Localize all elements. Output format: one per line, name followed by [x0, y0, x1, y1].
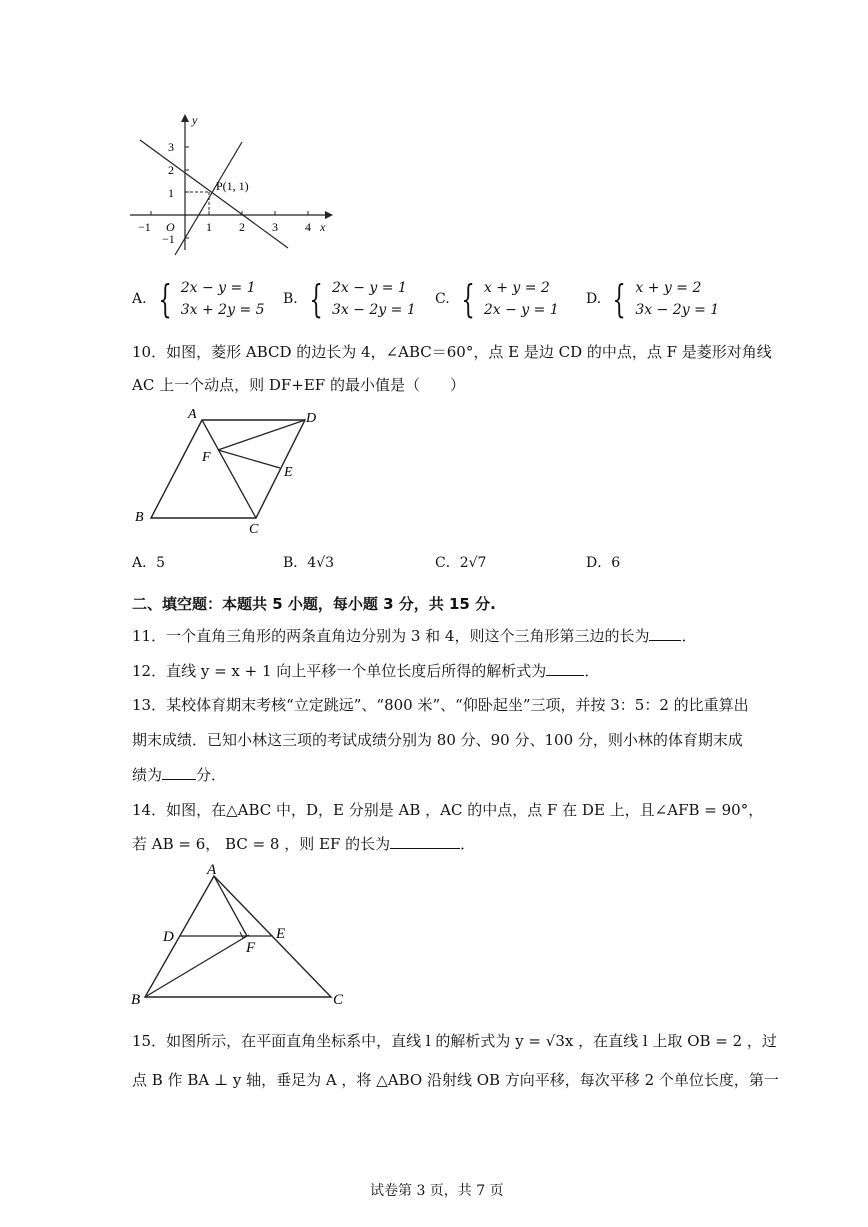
- q10-option-a[interactable]: [132, 552, 165, 572]
- y-axis-arrow: [181, 114, 189, 122]
- label-d: D: [306, 411, 317, 426]
- brace-icon: {: [612, 277, 626, 321]
- page-footer: 试卷第 3 页，共 7 页: [370, 1183, 504, 1199]
- label-f: F: [246, 940, 256, 956]
- q14-triangle-figure: [125, 858, 355, 1008]
- origin-label: O: [166, 220, 175, 234]
- label-b: B: [131, 992, 141, 1008]
- brace-icon: {: [158, 277, 172, 321]
- q14-answer-blank[interactable]: [390, 834, 460, 849]
- q13-line3: [132, 764, 226, 785]
- q13-line1: 13．某校体育期末考核“立定跳远”、“800 米”、“仰卧起坐”三项，并按 3：5：2 的比重算出: [132, 696, 749, 714]
- option-letter: D．: [586, 555, 612, 571]
- label-e: E: [276, 926, 286, 942]
- q9-option-d[interactable]: [586, 277, 719, 321]
- x-tick-label: 2: [239, 220, 245, 234]
- y-tick-label: −1: [162, 232, 175, 246]
- x-axis-label: x: [320, 220, 326, 234]
- equation: 3x − 2y = 1: [635, 302, 720, 318]
- q9-option-a[interactable]: [132, 277, 265, 321]
- label-a: A: [207, 862, 217, 878]
- q10-line1: 10．如图，菱形 ABCD 的边长为 4，∠ABC＝60°，点 E 是边 CD 的中点，点 F 是菱形对角线: [132, 343, 772, 361]
- q9-graph-svg: [120, 110, 350, 260]
- q14-line1: 14．如图，在△ABC 中，D，E 分别是 AB ，AC 的中点，点 F 在 DE 上，且∠AFB = 90°，: [132, 801, 764, 819]
- q14-line2: [132, 833, 475, 854]
- brace-icon: {: [309, 277, 323, 321]
- equation: 2x − y = 1: [331, 280, 407, 296]
- q9-option-b[interactable]: [283, 277, 416, 321]
- q10-option-c[interactable]: [435, 552, 486, 572]
- equation: 2x − y = 1: [180, 280, 256, 296]
- q12-answer-blank[interactable]: [546, 661, 584, 676]
- option-letter: C．: [435, 555, 460, 571]
- label-c: C: [249, 522, 259, 537]
- q14-text: 若 AB = 6， BC = 8 ，则 EF 的长为: [132, 835, 391, 853]
- y-tick-label: 1: [168, 186, 174, 200]
- q13-answer-blank[interactable]: [162, 765, 196, 780]
- y-tick-label: 2: [168, 163, 174, 177]
- q10-option-d[interactable]: [586, 552, 620, 572]
- x-tick-label: −1: [138, 220, 151, 234]
- label-d: D: [163, 929, 174, 945]
- q14-tail: ．: [460, 835, 476, 853]
- q13-text: 绩为: [132, 766, 163, 784]
- q9-coordinate-graph: [120, 110, 350, 260]
- q11-text: 11．一个直角三角形的两条直角边分别为 3 和 4，则这个三角形第三边的长为: [132, 627, 650, 645]
- option-letter: B.: [283, 291, 298, 307]
- equation: 3x − 2y = 1: [331, 302, 416, 318]
- option-letter: D.: [586, 291, 602, 307]
- equation: 3x + 2y = 5: [180, 302, 265, 318]
- label-a: A: [188, 407, 197, 422]
- option-value: 2√7: [459, 555, 487, 571]
- q13-line2: 期末成绩．已知小林这三项的考试成绩分别为 80 分、90 分、100 分，则小林的体育期末成: [132, 731, 743, 749]
- label-f: F: [202, 450, 211, 465]
- q10-figure-svg: [128, 400, 328, 540]
- option-letter: A．: [132, 555, 157, 571]
- section-heading: 二、填空题：本题共 5 小题，每小题 3 分，共 15 分.: [132, 595, 496, 613]
- q14-figure-svg: [125, 858, 355, 1008]
- brace-icon: {: [461, 277, 475, 321]
- q10-line2: AC 上一个动点，则 DF+EF 的最小值是（ ）: [132, 376, 465, 394]
- q13-tail: 分．: [196, 766, 227, 784]
- option-letter: B．: [283, 555, 308, 571]
- x-axis-arrow: [325, 211, 333, 219]
- option-value: 5: [156, 555, 166, 571]
- option-letter: A.: [132, 291, 147, 307]
- q12-text: 12．直线 y = x + 1 向上平移一个单位长度后所得的解析式为: [132, 662, 547, 680]
- diagonal-ac: [202, 420, 256, 518]
- right-angle-mark: [240, 932, 249, 938]
- q11-line: [132, 625, 697, 646]
- x-tick-label: 1: [206, 220, 212, 234]
- label-b: B: [135, 510, 144, 525]
- point-p-label: P(1, 1): [216, 179, 249, 193]
- q12-tail: ．: [584, 662, 600, 680]
- q15-line2: 点 B 作 BA ⊥ y 轴，垂足为 A ，将 △ABO 沿射线 OB 方向平移，每次平移 2 个单位长度，第一: [132, 1071, 779, 1089]
- equation: x + y = 2: [483, 280, 550, 296]
- q15-line1: 15．如图所示，在平面直角坐标系中，直线 l 的解析式为 y = √3x ，在直线 l 上取 OB = 2 ，过: [132, 1032, 777, 1050]
- y-axis-label: y: [192, 113, 198, 127]
- label-c: C: [333, 992, 344, 1008]
- label-e: E: [284, 465, 293, 480]
- q11-tail: ．: [681, 627, 697, 645]
- equation: 2x − y = 1: [483, 302, 559, 318]
- rhombus-abcd: [151, 420, 305, 518]
- option-letter: C.: [435, 291, 450, 307]
- option-value: 4√3: [307, 555, 335, 571]
- q10-option-b[interactable]: [283, 552, 334, 572]
- q9-option-c[interactable]: [435, 277, 559, 321]
- x-tick-label: 3: [272, 220, 278, 234]
- segment-bf: [145, 936, 247, 997]
- equation: x + y = 2: [635, 280, 702, 296]
- option-value: 6: [611, 555, 621, 571]
- q12-line: [132, 660, 599, 681]
- q11-answer-blank[interactable]: [649, 626, 681, 641]
- q10-rhombus-figure: [128, 400, 328, 540]
- x-tick-label: 4: [305, 220, 311, 234]
- y-tick-label: 3: [168, 140, 174, 154]
